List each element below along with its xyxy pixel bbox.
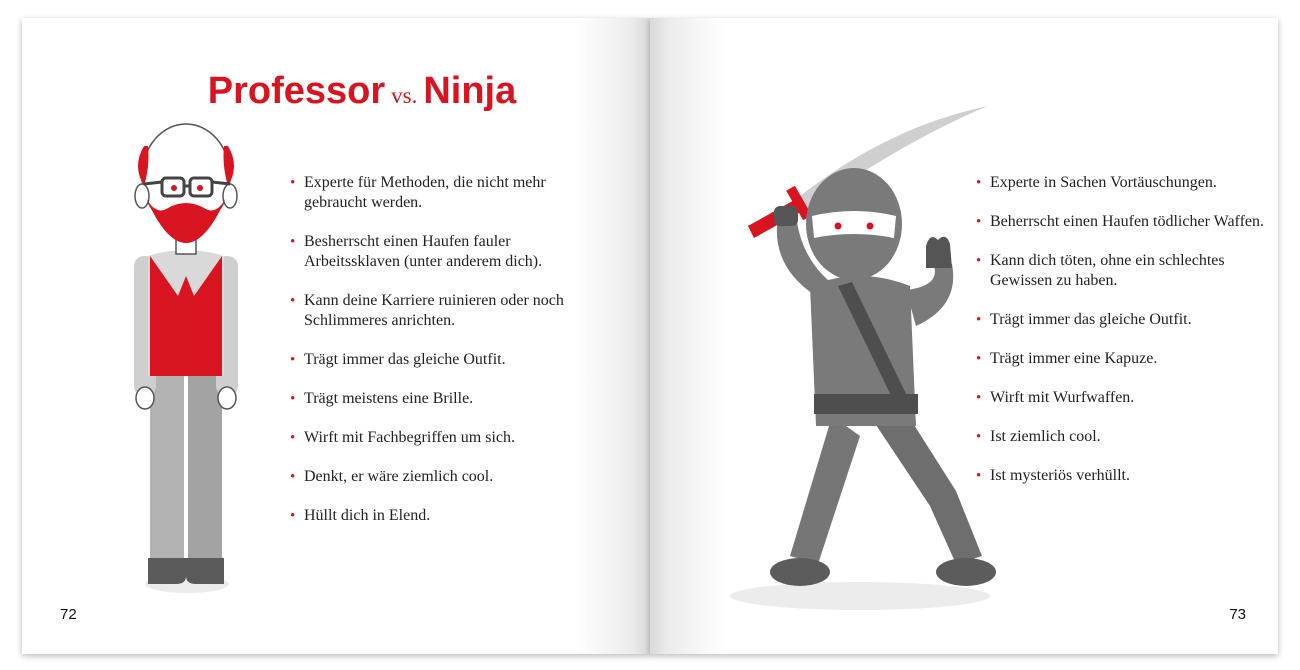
list-item: • Experte in Sachen Vortäuschungen.	[976, 173, 1266, 193]
title-professor: Professor	[207, 70, 386, 112]
list-item: • Wirft mit Fachbegriffen um sich.	[290, 428, 590, 448]
list-item: • Trägt immer das gleiche Outfit.	[290, 350, 590, 370]
professor-traits-list	[290, 173, 590, 545]
list-item: • Ist mysteriös verhüllt.	[976, 466, 1266, 486]
list-item: • Trägt immer eine Kapuze.	[976, 349, 1266, 369]
list-item: • Trägt meistens eine Brille.	[290, 389, 590, 409]
right-page	[650, 18, 1278, 654]
professor-illustration	[122, 106, 252, 606]
left-page	[22, 18, 650, 654]
page-number-left: 72	[60, 606, 77, 623]
title-vs: vs.	[391, 83, 418, 108]
page-number-right: 73	[1229, 606, 1246, 623]
list-item: • Denkt, er wäre ziemlich cool.	[290, 467, 590, 487]
ninja-illustration	[720, 86, 1000, 616]
title-ninja: Ninja	[423, 70, 517, 112]
list-item: • Trägt immer das gleiche Outfit.	[976, 310, 1266, 330]
ninja-traits-list	[976, 173, 1266, 505]
list-item: • Experte für Methoden, die nicht mehr gebraucht werden.	[290, 173, 590, 213]
list-item: • Beherrscht einen Haufen tödlicher Waffen.	[976, 212, 1266, 232]
list-item: • Hüllt dich in Elend.	[290, 506, 590, 526]
list-item: • Ist ziemlich cool.	[976, 427, 1266, 447]
list-item: • Besherrscht einen Haufen fauler Arbeitssklaven (unter anderem dich).	[290, 232, 590, 272]
list-item: • Wirft mit Wurfwaffen.	[976, 388, 1266, 408]
list-item: • Kann dich töten, ohne ein schlechtes Gewissen zu haben.	[976, 251, 1266, 291]
list-item: • Kann deine Karriere ruinieren oder noch Schlimmeres anrichten.	[290, 291, 590, 331]
